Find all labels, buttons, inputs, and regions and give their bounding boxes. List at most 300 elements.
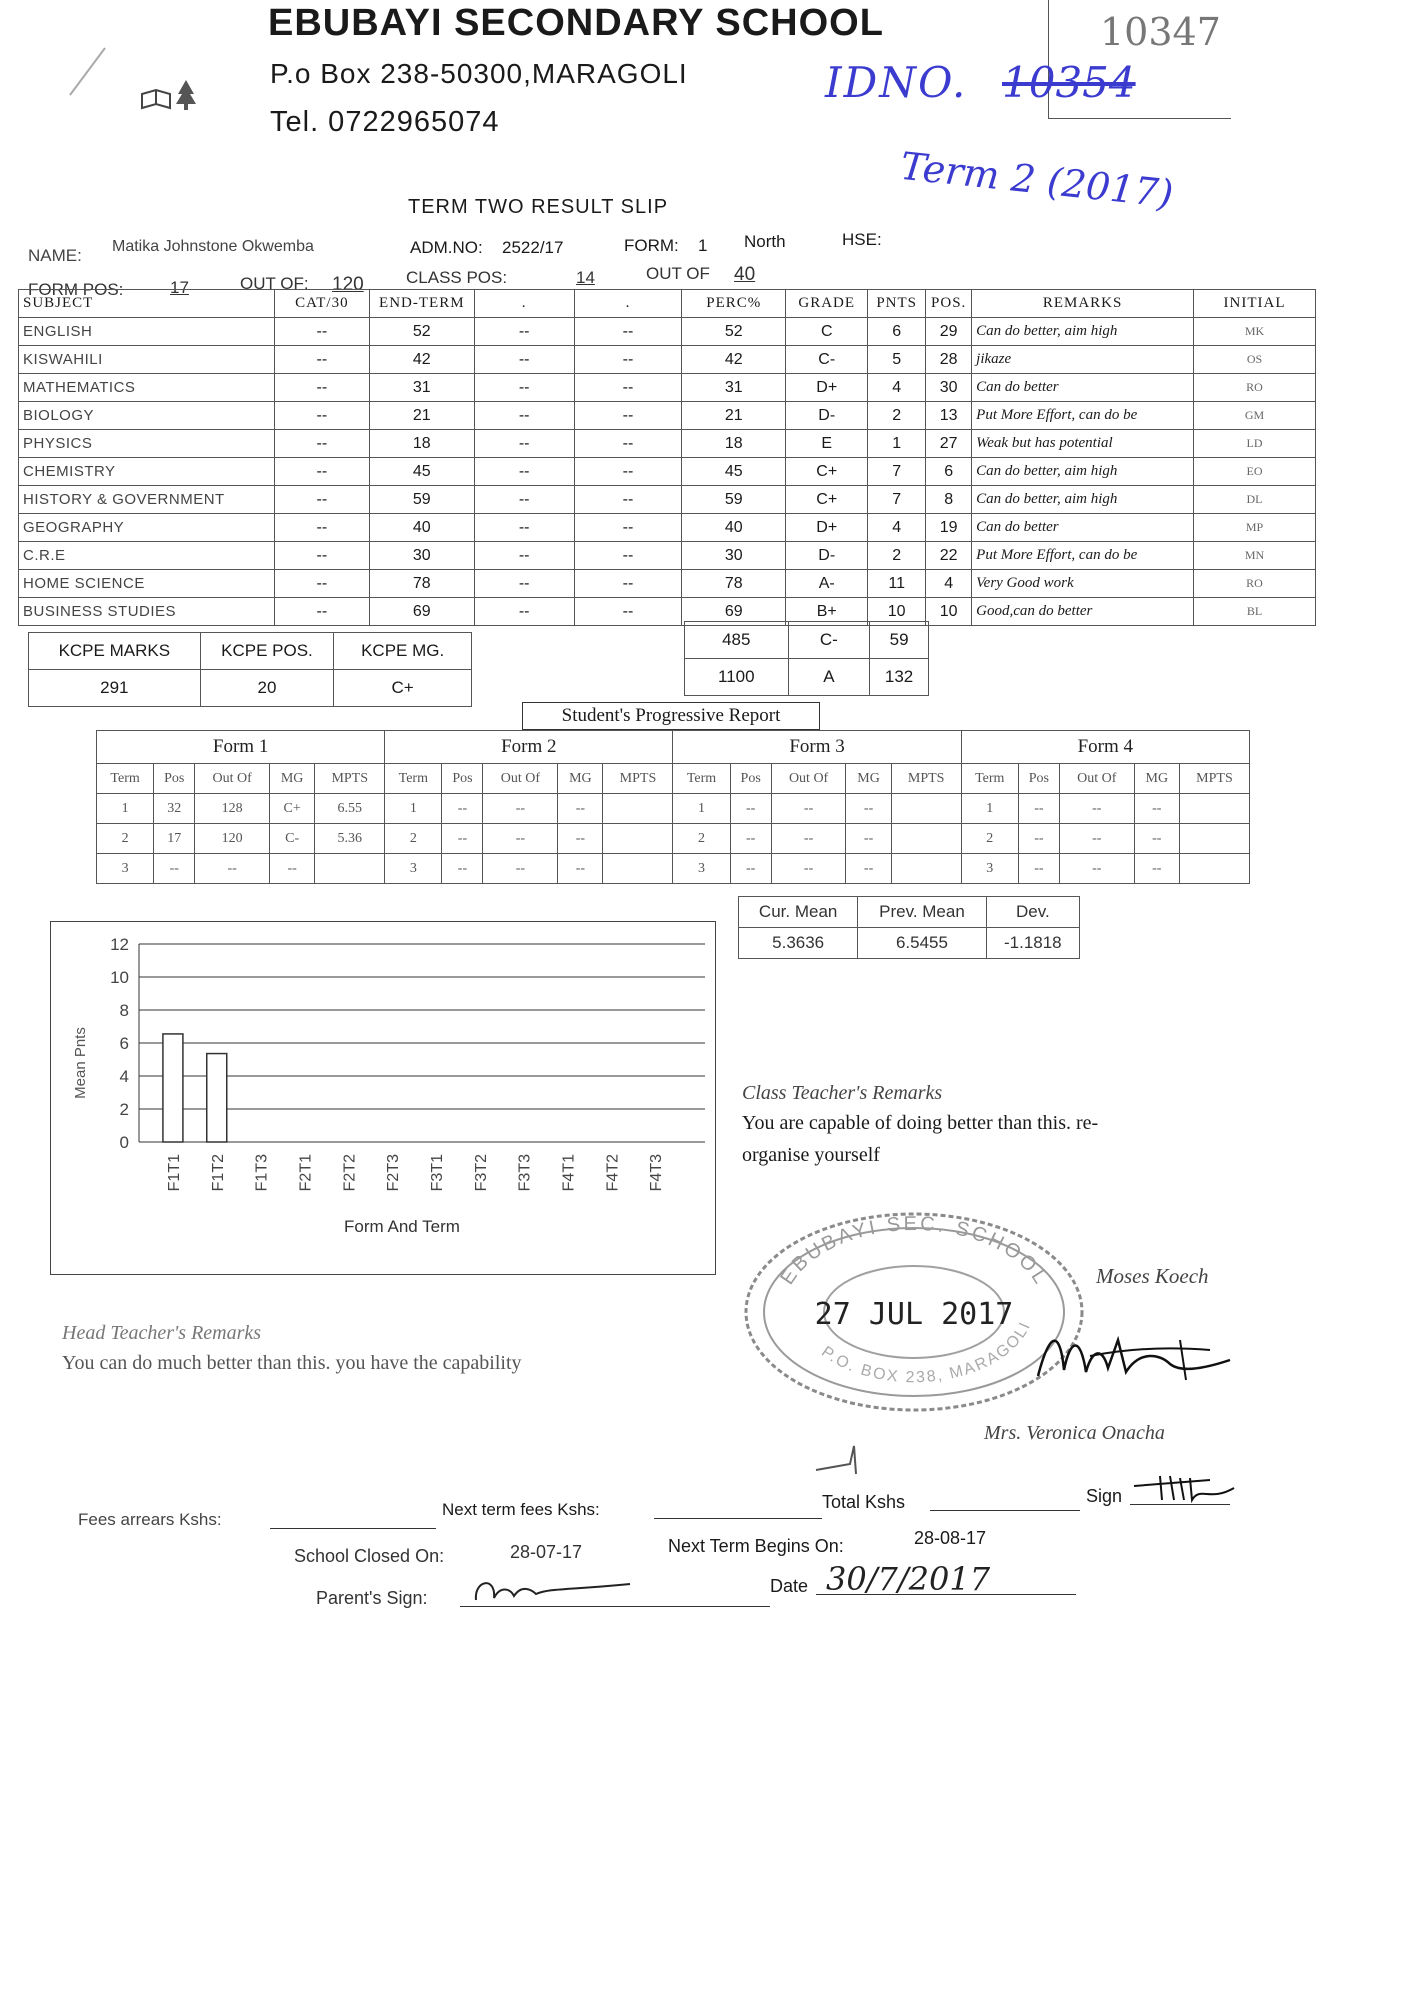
out-of: 120 — [332, 274, 364, 295]
cell-perc: 59 — [682, 486, 786, 514]
cell-dot-1: -- — [474, 514, 574, 542]
cell-subject: GEOGRAPHY — [19, 514, 275, 542]
cell-pos: 28 — [926, 346, 972, 374]
progress-cell — [315, 854, 385, 884]
progress-cell: 5.36 — [315, 824, 385, 854]
header-pnts: PNTS — [868, 290, 926, 318]
progress-cell: 2 — [97, 824, 154, 854]
fees-arrears-label: Fees arrears Kshs: — [78, 1510, 222, 1529]
progress-cell — [603, 854, 673, 884]
cell-dot-1: -- — [474, 570, 574, 598]
cell-subject: PHYSICS — [19, 430, 275, 458]
subject-row — [19, 402, 1316, 430]
cell-end-term: 40 — [369, 514, 474, 542]
max-points: 132 — [870, 659, 929, 696]
stamp-date: 27 JUL 2017 — [814, 1297, 1014, 1332]
subject-row — [19, 318, 1316, 346]
progress-cell: -- — [730, 854, 771, 884]
cell-subject: HOME SCIENCE — [19, 570, 275, 598]
cell-subject: C.R.E — [19, 542, 275, 570]
cell-pnts: 2 — [868, 402, 926, 430]
cell-cat: -- — [274, 598, 369, 626]
head-teacher-remark: You can do much better than this. you have the capability — [62, 1352, 522, 1374]
header-perc: PERC% — [682, 290, 786, 318]
cell-initial: GM — [1194, 402, 1316, 430]
progress-cell — [891, 794, 961, 824]
progress-cell: -- — [1059, 794, 1134, 824]
progress-cell: -- — [195, 854, 270, 884]
cell-subject: MATHEMATICS — [19, 374, 275, 402]
progress-cell: 3 — [97, 854, 154, 884]
cell-grade: D- — [786, 402, 868, 430]
total-kshs-line — [930, 1510, 1080, 1511]
subject-row — [19, 514, 1316, 542]
progress-cell: -- — [483, 854, 558, 884]
progress-col-term: Term — [961, 764, 1018, 794]
progress-col-out-of: Out Of — [771, 764, 846, 794]
head-teacher-name: Mrs. Veronica Onacha — [984, 1422, 1165, 1444]
x-tick-label: F2T1 — [297, 1154, 315, 1192]
cell-pos: 6 — [926, 458, 972, 486]
cell-end-term: 78 — [369, 570, 474, 598]
progress-col-pos: Pos — [154, 764, 195, 794]
progress-cell: -- — [771, 824, 846, 854]
cell-dot-2: -- — [574, 402, 682, 430]
subject-row — [19, 458, 1316, 486]
progress-cell: -- — [1059, 854, 1134, 884]
cell-pos: 13 — [926, 402, 972, 430]
x-tick-label: F3T1 — [428, 1154, 446, 1192]
cell-dot-1: -- — [474, 318, 574, 346]
cell-grade: B+ — [786, 598, 868, 626]
cell-perc: 78 — [682, 570, 786, 598]
cell-perc: 21 — [682, 402, 786, 430]
progress-cell — [603, 824, 673, 854]
progress-cell: 120 — [195, 824, 270, 854]
cell-remarks: Good,can do better — [972, 598, 1194, 626]
cell-dot-1: -- — [474, 542, 574, 570]
kcpe-mg: C+ — [334, 670, 472, 707]
cell-cat: -- — [274, 374, 369, 402]
progress-cell — [1179, 824, 1249, 854]
cell-end-term: 30 — [369, 542, 474, 570]
stamp-bottom-text: P.O. BOX 238, MARAGOLI — [818, 1318, 1035, 1387]
dev-header: Dev. — [986, 897, 1079, 928]
progress-col-out-of: Out Of — [483, 764, 558, 794]
cell-end-term: 45 — [369, 458, 474, 486]
kcpe-header-row — [29, 633, 472, 670]
cell-end-term: 18 — [369, 430, 474, 458]
cell-perc: 52 — [682, 318, 786, 346]
cell-remarks: jikaze — [972, 346, 1194, 374]
class-out-label: OUT OF — [646, 264, 710, 283]
cell-cat: -- — [274, 402, 369, 430]
x-tick-label: F1T3 — [253, 1154, 271, 1192]
class-teacher-name: Moses Koech — [1096, 1264, 1209, 1288]
progress-title: Student's Progressive Report — [522, 702, 820, 730]
kcpe-marks: 291 — [29, 670, 201, 707]
subject-row — [19, 430, 1316, 458]
cell-subject: KISWAHILI — [19, 346, 275, 374]
cell-pos: 8 — [926, 486, 972, 514]
date-label: Date — [770, 1576, 809, 1596]
stamp-top-text: EBUBAYI SEC. SCHOOL — [776, 1212, 1053, 1290]
cell-cat: -- — [274, 486, 369, 514]
progress-cell — [1179, 794, 1249, 824]
cell-remarks: Can do better, aim high — [972, 458, 1194, 486]
head-teacher-signature — [1030, 1320, 1240, 1400]
cell-dot-1: -- — [474, 374, 574, 402]
progress-cell: 2 — [385, 824, 442, 854]
subject-row — [19, 570, 1316, 598]
handwritten-date: 30/7/2017 — [826, 1560, 991, 1598]
cell-initial: OS — [1194, 346, 1316, 374]
progress-col-out-of: Out Of — [195, 764, 270, 794]
kcpe-value-row — [29, 670, 472, 707]
cell-grade: D+ — [786, 374, 868, 402]
cell-remarks: Weak but has potential — [972, 430, 1194, 458]
y-axis-label: Mean Pnts — [72, 1027, 89, 1099]
cur-mean-header: Cur. Mean — [739, 897, 858, 928]
cell-pos: 29 — [926, 318, 972, 346]
class-teacher-remark-1: You are capable of doing better than this. re- — [742, 1112, 1099, 1134]
handwritten-id-struck: 10354 — [1002, 58, 1136, 107]
progress-cell: -- — [483, 794, 558, 824]
progress-cell: -- — [730, 824, 771, 854]
x-axis-label: Form And Term — [344, 1217, 460, 1236]
progress-cell: -- — [1018, 824, 1059, 854]
chart-frame — [50, 921, 716, 1275]
next-term-begins-date: 28-08-17 — [914, 1528, 987, 1548]
cell-dot-2: -- — [574, 318, 682, 346]
adm-number: 2522/17 — [502, 238, 564, 257]
mean-header-row — [739, 897, 1080, 928]
handwritten-number: 10347 — [1100, 10, 1221, 54]
school-closed-label: School Closed On: — [294, 1546, 445, 1566]
cell-pos: 30 — [926, 374, 972, 402]
progress-col-mg: MG — [846, 764, 891, 794]
progress-col-mpts: MPTS — [603, 764, 673, 794]
subject-row — [19, 598, 1316, 626]
cell-subject: ENGLISH — [19, 318, 275, 346]
progress-col-pos: Pos — [730, 764, 771, 794]
kcpe-pos: 20 — [200, 670, 334, 707]
cell-initial: RO — [1194, 374, 1316, 402]
cell-end-term: 42 — [369, 346, 474, 374]
cell-pnts: 11 — [868, 570, 926, 598]
progress-row — [97, 854, 1250, 884]
slip-title: TERM TWO RESULT SLIP — [408, 196, 669, 218]
cell-cat: -- — [274, 458, 369, 486]
cell-dot-1: -- — [474, 346, 574, 374]
progress-cell: 3 — [673, 854, 730, 884]
y-tick-label: 8 — [119, 1001, 129, 1020]
kcpe-marks-header: KCPE MARKS — [29, 633, 201, 670]
totals-table — [684, 621, 929, 696]
header-end-term: END-TERM — [369, 290, 474, 318]
school-closed-date: 28-07-17 — [510, 1542, 583, 1562]
progress-cell: -- — [442, 854, 483, 884]
adm-label: ADM.NO: — [410, 238, 483, 257]
cell-cat: -- — [274, 346, 369, 374]
cell-dot-2: -- — [574, 430, 682, 458]
cell-pnts: 2 — [868, 542, 926, 570]
cell-dot-2: -- — [574, 570, 682, 598]
cell-perc: 45 — [682, 458, 786, 486]
class-pos: 14 — [576, 268, 595, 287]
hse-label: HSE: — [842, 230, 882, 249]
subject-row — [19, 486, 1316, 514]
progress-cell: -- — [1134, 824, 1179, 854]
progress-cell: -- — [1134, 854, 1179, 884]
progress-cell: -- — [771, 854, 846, 884]
progress-cell: C- — [270, 824, 315, 854]
mean-table — [738, 896, 1080, 959]
cell-initial: BL — [1194, 598, 1316, 626]
header-dot-2: . — [574, 290, 682, 318]
progress-cell: 3 — [961, 854, 1018, 884]
cell-pnts: 10 — [868, 598, 926, 626]
school-address: P.o Box 238-50300,MARAGOLI — [270, 58, 688, 89]
progress-cell: 3 — [385, 854, 442, 884]
cell-remarks: Can do better, aim high — [972, 486, 1194, 514]
progress-col-term: Term — [97, 764, 154, 794]
cell-initial: LD — [1194, 430, 1316, 458]
progress-cell: -- — [1018, 854, 1059, 884]
progress-col-mg: MG — [558, 764, 603, 794]
parent-sign-label: Parent's Sign: — [316, 1588, 428, 1608]
progress-cell: 2 — [673, 824, 730, 854]
form-1-header: Form 1 — [97, 731, 385, 764]
pen-tick — [810, 1440, 870, 1480]
progress-cell — [1179, 854, 1249, 884]
progress-row — [97, 794, 1250, 824]
progress-col-term: Term — [385, 764, 442, 794]
cell-grade: D+ — [786, 514, 868, 542]
progress-col-mpts: MPTS — [315, 764, 385, 794]
progress-cell — [891, 854, 961, 884]
prev-mean: 6.5455 — [858, 928, 986, 959]
y-tick-label: 12 — [110, 935, 129, 954]
cell-remarks: Can do better, aim high — [972, 318, 1194, 346]
cell-remarks: Very Good work — [972, 570, 1194, 598]
kcpe-mg-header: KCPE MG. — [334, 633, 472, 670]
progress-col-mpts: MPTS — [1179, 764, 1249, 794]
header-pos: POS. — [926, 290, 972, 318]
cell-remarks: Put More Effort, can do be — [972, 542, 1194, 570]
progress-cell: 17 — [154, 824, 195, 854]
header-remarks: REMARKS — [972, 290, 1194, 318]
cell-dot-2: -- — [574, 542, 682, 570]
cell-grade: C+ — [786, 486, 868, 514]
next-term-fees-label: Next term fees Kshs: — [442, 1500, 600, 1519]
handwritten-term-note: Term 2 (2017) — [898, 143, 1176, 217]
progress-cell: 1 — [97, 794, 154, 824]
school-tel: Tel. 0722965074 — [270, 106, 500, 138]
y-tick-label: 6 — [119, 1034, 129, 1053]
class-teacher-label: Class Teacher's Remarks — [742, 1082, 943, 1104]
cell-pos: 19 — [926, 514, 972, 542]
cell-end-term: 69 — [369, 598, 474, 626]
header-subject: SUBJECT — [19, 290, 275, 318]
progress-cell: -- — [442, 824, 483, 854]
cell-cat: -- — [274, 318, 369, 346]
stream-name: North — [744, 232, 786, 251]
class-teacher-remark-2: organise yourself — [742, 1144, 880, 1166]
progress-cell: -- — [154, 854, 195, 884]
cell-cat: -- — [274, 430, 369, 458]
y-tick-label: 10 — [110, 968, 129, 987]
progress-cell: -- — [483, 824, 558, 854]
progress-cell: -- — [846, 854, 891, 884]
cell-grade: C- — [786, 346, 868, 374]
subject-row — [19, 374, 1316, 402]
mean-value-row — [739, 928, 1080, 959]
subject-row — [19, 346, 1316, 374]
kcpe-table — [28, 632, 472, 707]
total-points: 59 — [870, 622, 929, 659]
cell-pnts: 7 — [868, 458, 926, 486]
school-name: EBUBAYI SECONDARY SCHOOL — [268, 2, 884, 44]
progress-cell: -- — [1134, 794, 1179, 824]
progress-cell: 6.55 — [315, 794, 385, 824]
cell-dot-1: -- — [474, 402, 574, 430]
form-label: FORM: — [624, 236, 679, 255]
y-tick-label: 2 — [119, 1100, 129, 1119]
cell-perc: 40 — [682, 514, 786, 542]
progress-cell: C+ — [270, 794, 315, 824]
svg-text:EBUBAYI SEC. SCHOOL — [776, 1213, 1052, 1290]
cell-grade: C — [786, 318, 868, 346]
form-pos: 17 — [170, 278, 189, 297]
progress-cell: -- — [558, 824, 603, 854]
cell-grade: A- — [786, 570, 868, 598]
cell-initial: RO — [1194, 570, 1316, 598]
sign-label: Sign — [1086, 1486, 1123, 1506]
progress-cell: -- — [558, 854, 603, 884]
max-grade: A — [788, 659, 870, 696]
progress-table — [96, 730, 1250, 884]
cell-remarks: Put More Effort, can do be — [972, 402, 1194, 430]
next-term-fees-line — [654, 1518, 822, 1519]
parent-signature — [470, 1570, 650, 1610]
progress-cell: -- — [771, 794, 846, 824]
cell-cat: -- — [274, 570, 369, 598]
cur-mean: 5.3636 — [739, 928, 858, 959]
cell-subject: HISTORY & GOVERNMENT — [19, 486, 275, 514]
student-name: Matika Johnstone Okwemba — [112, 238, 314, 255]
progress-row — [97, 824, 1250, 854]
total-row — [685, 622, 929, 659]
progress-cell — [891, 824, 961, 854]
out-of-label: OUT OF: — [240, 274, 309, 293]
cell-dot-2: -- — [574, 374, 682, 402]
cell-end-term: 59 — [369, 486, 474, 514]
cell-dot-1: -- — [474, 430, 574, 458]
cell-initial: MN — [1194, 542, 1316, 570]
max-row — [685, 659, 929, 696]
header-initial: INITIAL — [1194, 290, 1316, 318]
cell-dot-1: -- — [474, 598, 574, 626]
x-tick-label: F4T1 — [560, 1154, 578, 1192]
y-tick-label: 4 — [119, 1067, 129, 1086]
cell-pnts: 7 — [868, 486, 926, 514]
x-tick-label: F3T3 — [516, 1154, 534, 1192]
y-tick-label: 0 — [119, 1133, 129, 1152]
progress-col-out-of: Out Of — [1059, 764, 1134, 794]
cell-dot-2: -- — [574, 514, 682, 542]
cell-grade: D- — [786, 542, 868, 570]
cell-pnts: 4 — [868, 374, 926, 402]
progress-cell: 2 — [961, 824, 1018, 854]
cell-initial: MK — [1194, 318, 1316, 346]
cell-end-term: 21 — [369, 402, 474, 430]
cell-remarks: Can do better — [972, 514, 1194, 542]
progress-cell: -- — [846, 794, 891, 824]
head-teacher-label: Head Teacher's Remarks — [62, 1322, 262, 1344]
progress-cell: -- — [270, 854, 315, 884]
x-tick-label: F4T2 — [604, 1154, 622, 1192]
progress-cell: 32 — [154, 794, 195, 824]
x-tick-label: F2T3 — [385, 1154, 403, 1192]
cell-dot-2: -- — [574, 486, 682, 514]
progress-cell: -- — [730, 794, 771, 824]
cell-perc: 42 — [682, 346, 786, 374]
bar — [207, 1054, 227, 1142]
name-label: NAME: — [28, 246, 82, 265]
cell-pos: 22 — [926, 542, 972, 570]
x-tick-label: F4T3 — [648, 1154, 666, 1192]
x-tick-label: F2T2 — [341, 1154, 359, 1192]
cell-remarks: Can do better — [972, 374, 1194, 402]
sign-scribble — [1130, 1472, 1240, 1506]
header-cat: CAT/30 — [274, 290, 369, 318]
x-tick-label: F1T1 — [165, 1154, 183, 1192]
cell-perc: 30 — [682, 542, 786, 570]
progress-cell: 1 — [961, 794, 1018, 824]
cell-dot-2: -- — [574, 458, 682, 486]
class-pos-label: CLASS POS: — [406, 268, 508, 287]
mean-points-chart — [51, 922, 715, 1274]
fees-arrears-line — [270, 1528, 436, 1529]
student-info-row-1 — [28, 230, 1028, 265]
cell-initial: DL — [1194, 486, 1316, 514]
total-grade: C- — [788, 622, 870, 659]
cell-dot-2: -- — [574, 598, 682, 626]
form-number: 1 — [698, 236, 708, 255]
next-term-begins-label: Next Term Begins On: — [668, 1536, 844, 1556]
cell-grade: E — [786, 430, 868, 458]
cell-initial: MP — [1194, 514, 1316, 542]
form-3-header: Form 3 — [673, 731, 961, 764]
progress-col-mpts: MPTS — [891, 764, 961, 794]
cell-subject: BIOLOGY — [19, 402, 275, 430]
cell-subject: BUSINESS STUDIES — [19, 598, 275, 626]
book-tree-icon — [138, 74, 208, 114]
bar — [163, 1034, 183, 1142]
total-kshs-label: Total Kshs — [822, 1492, 906, 1512]
progress-col-row — [97, 764, 1250, 794]
progress-cell: 128 — [195, 794, 270, 824]
cell-dot-2: -- — [574, 346, 682, 374]
cell-pnts: 1 — [868, 430, 926, 458]
progress-col-mg: MG — [270, 764, 315, 794]
cell-pos: 4 — [926, 570, 972, 598]
progress-cell: -- — [1059, 824, 1134, 854]
progress-cell: -- — [558, 794, 603, 824]
prev-mean-header: Prev. Mean — [858, 897, 986, 928]
cell-end-term: 52 — [369, 318, 474, 346]
